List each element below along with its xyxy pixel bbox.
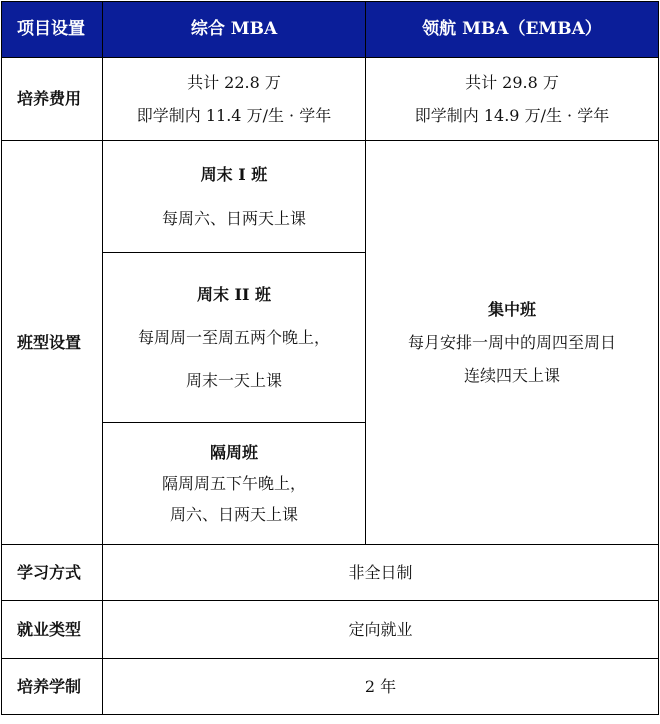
class-weekend2 [103, 253, 366, 423]
employment-label: 就业类型 [2, 601, 103, 659]
fees-emba-annual: 即学制内 14.9 万/生 · 学年 [414, 106, 610, 125]
class-biweekly [103, 423, 366, 545]
program-comparison-table [1, 1, 659, 715]
header-emba: 领航 MBA（EMBA） [366, 2, 659, 58]
class-intensive-schedule-2: 连续四天上课 [463, 366, 560, 386]
class-intensive-title: 集中班 [487, 299, 536, 319]
study-mode-value: 非全日制 [103, 545, 659, 601]
fees-emba [366, 58, 659, 141]
header-item-setting: 项目设置 [2, 2, 103, 58]
study-mode-label: 学习方式 [2, 545, 103, 601]
employment-row [2, 601, 659, 659]
class-row-weekend1 [2, 141, 659, 253]
class-intensive-schedule-1: 每月安排一周中的周四至周日 [407, 332, 616, 352]
class-biweekly-schedule-2: 周六、日两天上课 [169, 505, 298, 525]
class-biweekly-title: 隔周班 [209, 442, 258, 462]
fees-comprehensive [103, 58, 366, 141]
classes-label: 班型设置 [2, 141, 103, 545]
duration-value: 2 年 [103, 659, 659, 715]
class-weekend2-schedule-2: 周末一天上课 [185, 371, 282, 391]
class-weekend1 [103, 141, 366, 253]
class-weekend1-schedule: 每周六、日两天上课 [161, 208, 306, 228]
duration-label: 培养学制 [2, 659, 103, 715]
header-row [2, 2, 659, 58]
study-mode-row [2, 545, 659, 601]
class-biweekly-schedule-1: 隔周周五下午晚上， [161, 473, 306, 493]
duration-row [2, 659, 659, 715]
class-weekend2-schedule-1: 每周周一至周五两个晚上， [137, 327, 330, 347]
class-weekend2-title: 周末 II 班 [196, 284, 272, 304]
fees-comprehensive-total: 共计 22.8 万 [187, 72, 281, 92]
fees-label: 培养费用 [2, 58, 103, 141]
fees-comprehensive-annual: 即学制内 11.4 万/生 · 学年 [136, 106, 332, 125]
fees-row [2, 58, 659, 141]
header-comprehensive-mba: 综合 MBA [103, 2, 366, 58]
employment-value: 定向就业 [103, 601, 659, 659]
fees-emba-total: 共计 29.8 万 [465, 72, 559, 92]
class-weekend1-title: 周末 I 班 [200, 165, 268, 185]
class-intensive [366, 141, 659, 545]
